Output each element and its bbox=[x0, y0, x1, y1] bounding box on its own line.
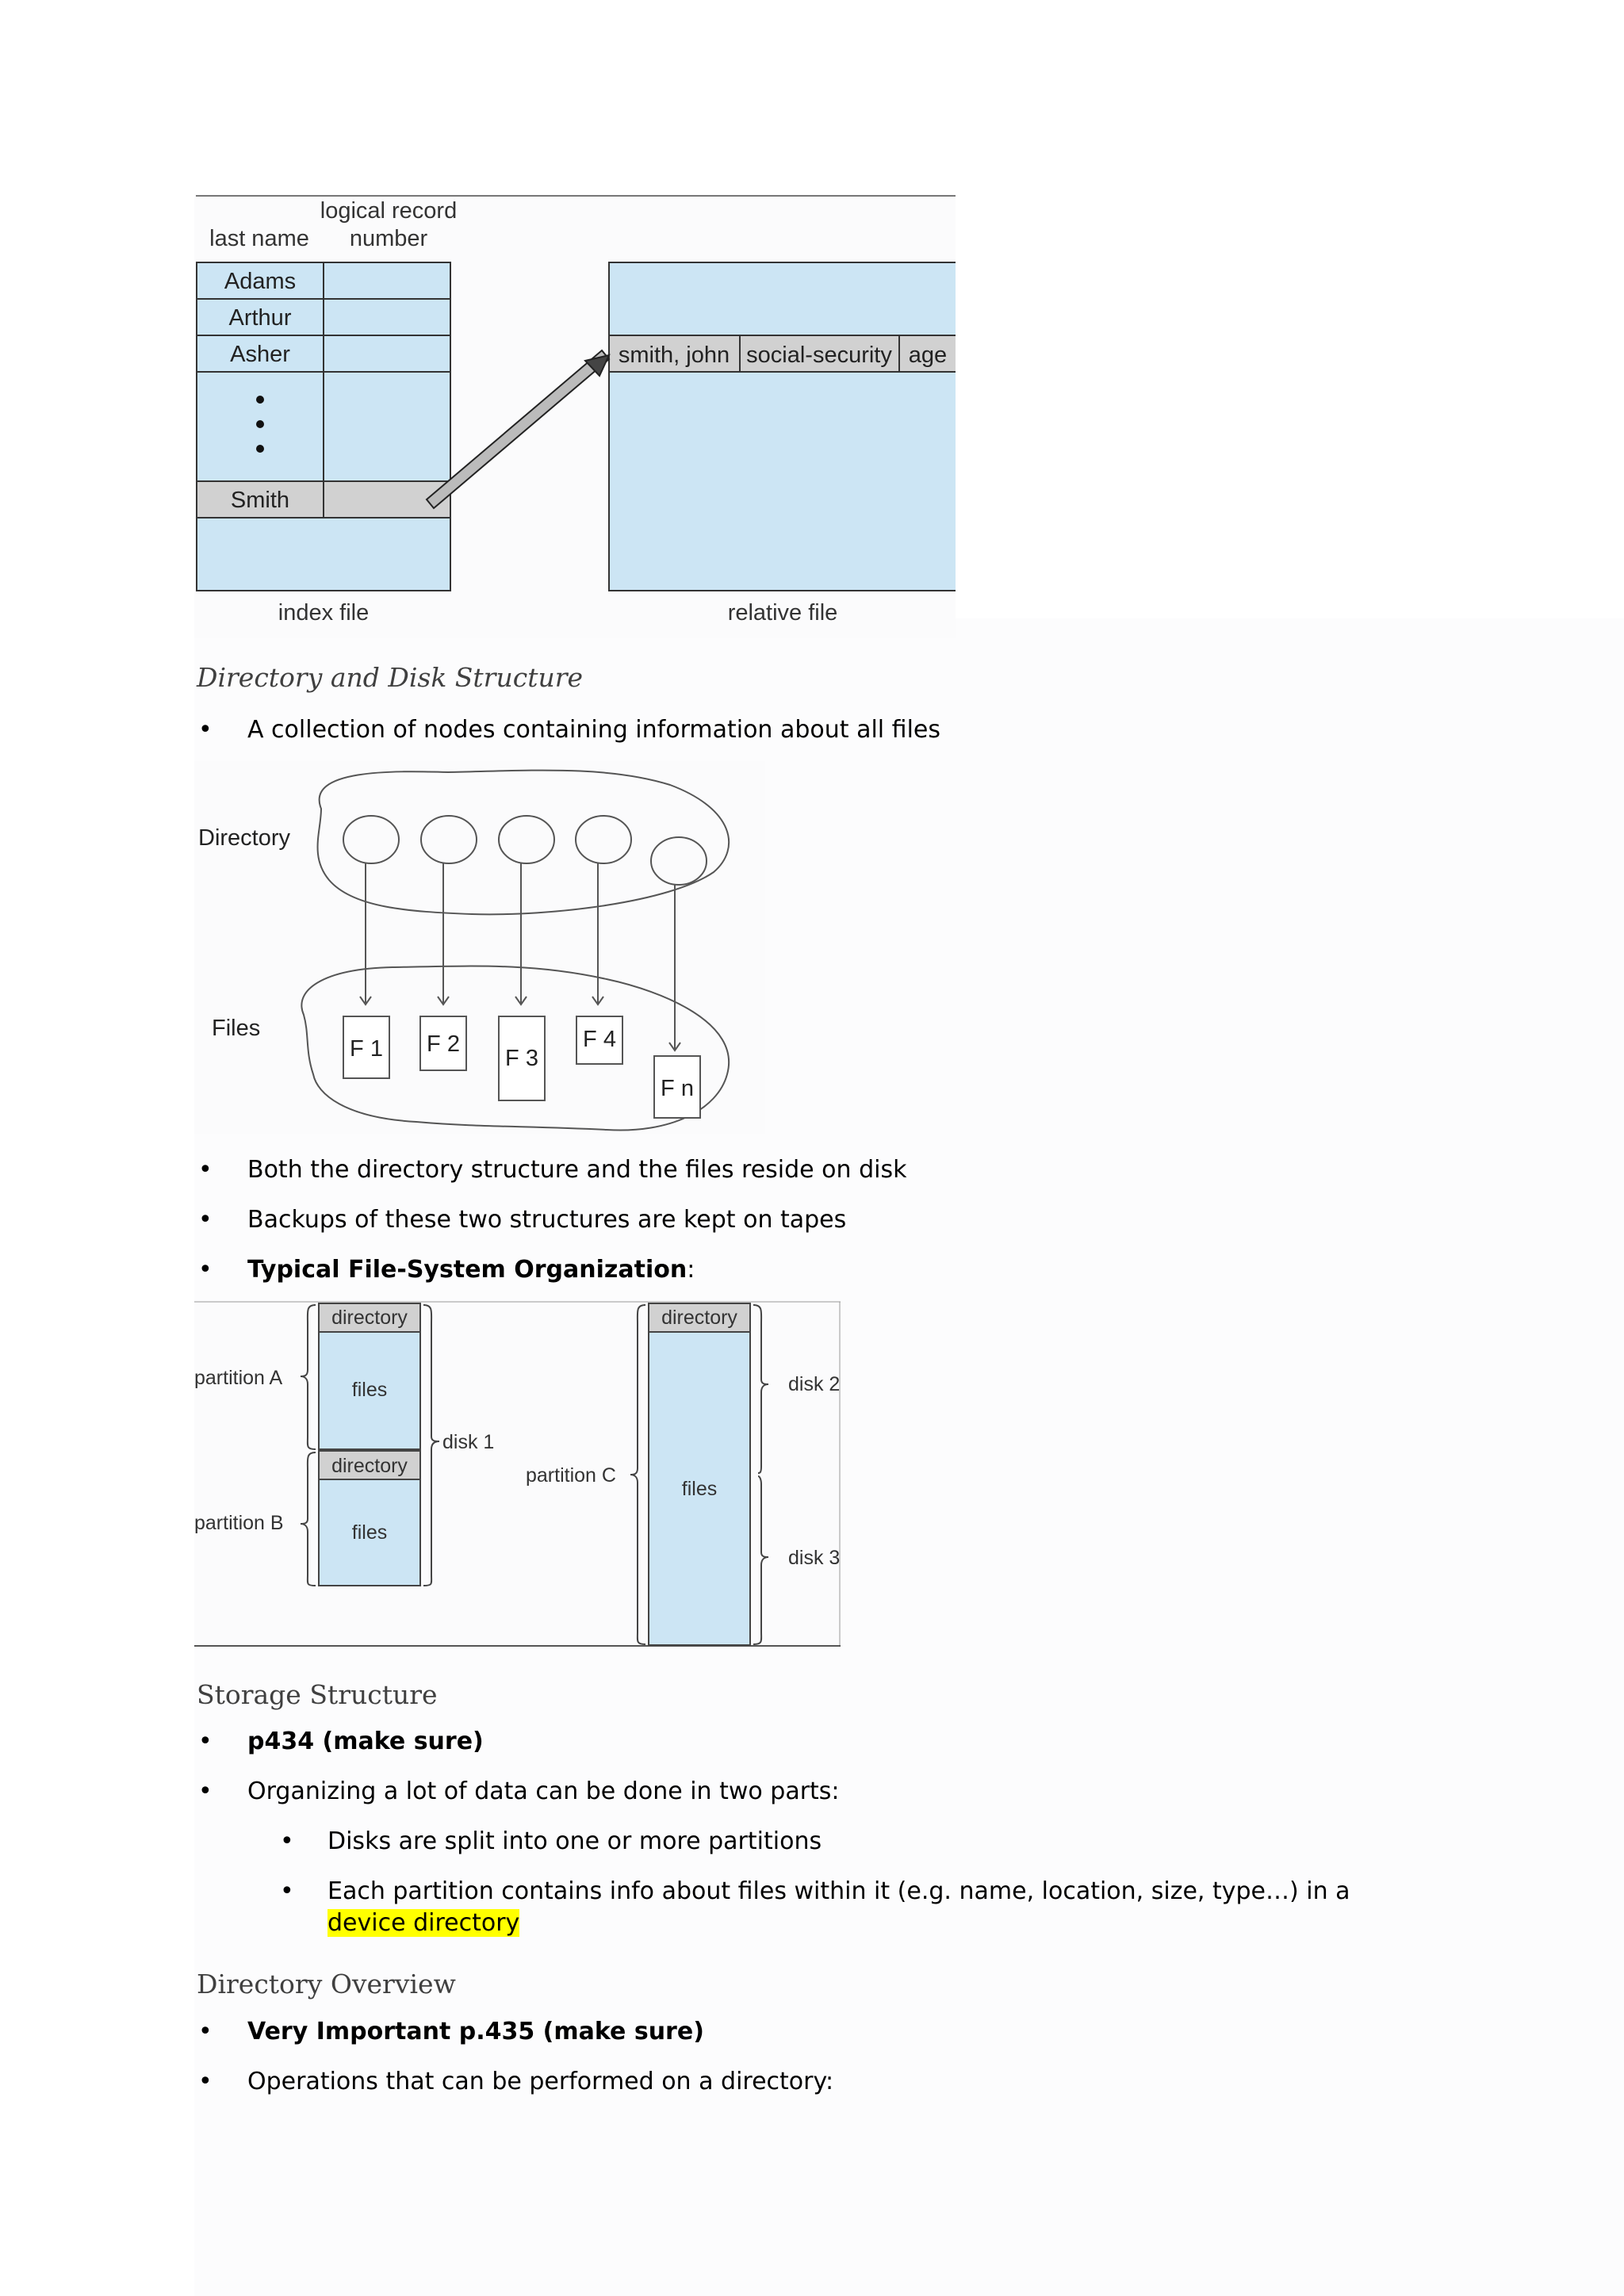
bullet-text-bold: Very Important p.435 (make sure) bbox=[247, 2018, 704, 2045]
last-name-header: last name bbox=[209, 226, 309, 251]
bullet-text-tail: : bbox=[687, 1256, 695, 1284]
list-item bbox=[198, 1776, 1484, 1808]
file-f2: F 2 bbox=[427, 1031, 460, 1057]
bullet-dot: • bbox=[280, 1827, 294, 1855]
disk1-directory-b: directory bbox=[331, 1455, 408, 1477]
list-item bbox=[198, 1154, 1484, 1186]
highlighted-term: device directory bbox=[327, 1909, 520, 1937]
directory-label: Directory bbox=[198, 825, 291, 851]
file-f1: F 1 bbox=[350, 1036, 383, 1062]
bullet-dot: • bbox=[198, 1156, 213, 1184]
record-field-name: smith, john bbox=[618, 342, 730, 368]
list-item bbox=[198, 2016, 1484, 2048]
record-field-ssn: social-security bbox=[746, 342, 892, 368]
disk1-files-a: files bbox=[351, 1379, 388, 1401]
list-item bbox=[198, 1726, 1484, 1758]
bullet-text: Both the directory structure and the files reside on disk bbox=[247, 1156, 907, 1184]
file-fn: F n bbox=[661, 1076, 694, 1101]
relative-file-table bbox=[609, 262, 956, 591]
bullet-dot: • bbox=[198, 1206, 213, 1234]
bullet-text: A collection of nodes containing information about all files bbox=[247, 716, 940, 744]
disk1-label: disk 1 bbox=[442, 1431, 495, 1453]
bullet-dot: • bbox=[198, 1256, 213, 1284]
bullet-text: Each partition contains info about files within it (e.g. name, location, size, type…) in a bbox=[327, 1877, 1350, 1905]
bullet-dot: • bbox=[198, 716, 213, 744]
index-relative-file-figure bbox=[194, 194, 956, 638]
list-item-nested bbox=[280, 1876, 1374, 1939]
logical-record-header-2: number bbox=[349, 226, 428, 251]
list-item-nested bbox=[280, 1826, 1374, 1858]
bullet-text-bold: p434 (make sure) bbox=[247, 1728, 484, 1755]
file-f4: F 4 bbox=[583, 1027, 616, 1052]
bullet-dot: • bbox=[198, 1777, 213, 1805]
bullet-text: Disks are split into one or more partitions bbox=[327, 1827, 822, 1855]
index-file-table bbox=[197, 262, 450, 591]
file-f3: F 3 bbox=[505, 1046, 538, 1071]
partition-c-directory: directory bbox=[661, 1307, 737, 1329]
disk3-label: disk 3 bbox=[788, 1547, 841, 1569]
index-row-smith: Smith bbox=[230, 488, 290, 513]
disk1-files-b: files bbox=[351, 1521, 388, 1544]
caption-relative-file: relative file bbox=[727, 600, 838, 626]
file-system-organization-figure bbox=[194, 1300, 845, 1649]
bullet-text: Organizing a lot of data can be done in two parts: bbox=[247, 1777, 840, 1805]
partition-c-files: files bbox=[681, 1478, 718, 1500]
partition-a-label: partition A bbox=[194, 1367, 283, 1389]
record-field-age: age bbox=[908, 342, 948, 368]
index-row-asher: Asher bbox=[230, 342, 290, 367]
bullet-dot: • bbox=[198, 1728, 213, 1755]
list-item bbox=[198, 714, 1484, 746]
disk2-label: disk 2 bbox=[788, 1373, 841, 1395]
section-heading-directory-disk: Directory and Disk Structure bbox=[197, 662, 584, 693]
list-item bbox=[198, 2066, 1484, 2098]
index-row-arthur: Arthur bbox=[228, 305, 292, 331]
partition-b-label: partition B bbox=[194, 1512, 284, 1534]
index-row-adams: Adams bbox=[224, 269, 297, 294]
list-item bbox=[198, 1204, 1484, 1236]
disk1-directory-a: directory bbox=[331, 1307, 408, 1329]
bullet-text-bold: Typical File-System Organization bbox=[247, 1256, 688, 1284]
list-item bbox=[198, 1254, 1484, 1286]
partition-c-label: partition C bbox=[526, 1464, 616, 1487]
bullet-dot: • bbox=[198, 2018, 213, 2045]
section-heading-storage-structure: Storage Structure bbox=[197, 1679, 438, 1710]
directory-files-figure bbox=[194, 761, 765, 1134]
bullet-text: Operations that can be performed on a directory: bbox=[247, 2068, 834, 2095]
files-label: Files bbox=[212, 1016, 261, 1041]
section-heading-directory-overview: Directory Overview bbox=[197, 1969, 456, 1999]
bullet-dot: • bbox=[280, 1877, 294, 1905]
logical-record-header-1: logical record bbox=[320, 198, 458, 224]
bullet-dot: • bbox=[198, 2068, 213, 2095]
bullet-text: Backups of these two structures are kept on tapes bbox=[247, 1206, 847, 1234]
caption-index-file: index file bbox=[278, 600, 370, 626]
